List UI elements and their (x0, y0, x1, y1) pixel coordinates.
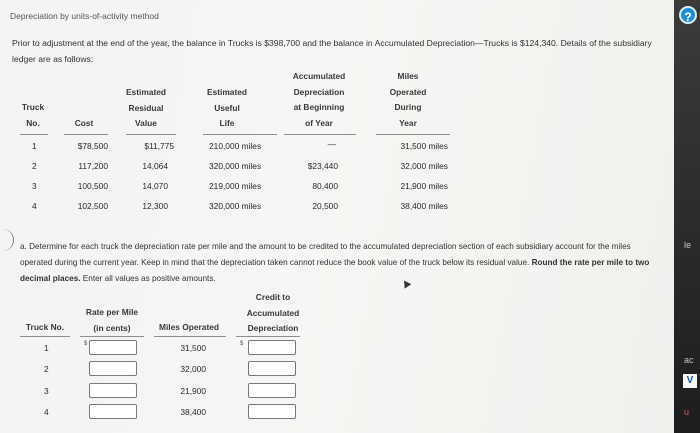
rate-input-truck-3[interactable] (89, 383, 137, 398)
header-cost: Cost (74, 118, 94, 128)
header-miles-operated: Miles Operated (158, 322, 220, 332)
content-page: Depreciation by units-of-activity method Prior to adjustment at the end of the year, the balance in Trucks is $398,700 and the balance in Accumulated Depreciation—Trucks is $124,340. Details of the subsidiary ledger are as follows: Truck No. Cost Estimated Residual Value Estimated Useful Life Accumulated Depreciation at Beginning of Year Miles Operated During Year 1 $78,500 $11,775 210,000 miles — 31,500 miles 2 117,200 14,064 320,000 miles $23,440 32,000 miles 3 100,500 14,070 219,000 miles 80,400 21,900 miles 4 102,500 12,300 320,000 miles 20,500 38,400 miles a. Determine for each truck the depreciation rate per mile and the amount to be credited to the accumulated depreciation section of each subsidiary account for the miles operated during the current year. Keep in mind that the depreciation taken cannot reduce the book value of the truck below its residual value. Round the rate per mile to two decimal places. Enter all values as positive amounts. Credit to Accumulated Depreciation Rate per Mile (in cents) Truck No. Miles Operated $ $ 1 31,500 2 32,000 3 21,900 4 38,400 (0, 0, 674, 433)
credit-input-truck-4[interactable] (248, 404, 296, 419)
rate-input-truck-1[interactable] (89, 340, 137, 355)
header-residual: Estimated Residual Value (125, 87, 167, 128)
credit-input-truck-3[interactable] (248, 383, 296, 398)
intro-text: Prior to adjustment at the end of the year, the balance in Trucks is $398,700 and the balance in Accumulated Depreciation—Trucks is $124,340. Details of the subsidiary ledger are as follows: (12, 38, 652, 64)
sidebar-fragment: ac (684, 355, 694, 365)
header-credit: Credit to Accumulated Depreciation (246, 292, 300, 333)
sidebar-fragment-button[interactable]: V (683, 374, 697, 388)
header-truck-no: Truck No. (25, 322, 65, 332)
question-a-text: a. Determine for each truck the depreciation rate per mile and the amount to be credited to the accumulated depreciation section of each subsidiary account for the miles operated during the current year. Keep in mind that the depreciation taken cannot reduce the book value of the truck below its residual value. Round the rate per mile to two decimal places. Enter all values as positive amounts. (20, 242, 650, 283)
header-truck: Truck No. (21, 102, 45, 128)
question-marker (1, 229, 14, 251)
header-life: Estimated Useful Life (206, 87, 248, 128)
dollar-sign: $ (84, 341, 88, 347)
sidebar-fragment: u (684, 407, 690, 417)
header-miles: Miles Operated During Year (389, 71, 427, 128)
rate-input-truck-2[interactable] (89, 361, 137, 376)
credit-input-truck-1[interactable] (248, 340, 296, 355)
header-accumulated: Accumulated Depreciation at Beginning of Year (292, 71, 346, 128)
header-rate: Rate per Mile (in cents) (85, 307, 139, 333)
page-title: Depreciation by units-of-activity method (10, 11, 159, 21)
dollar-sign: $ (240, 341, 244, 347)
sidebar-fragment: le (684, 240, 692, 250)
rate-input-truck-4[interactable] (89, 404, 137, 419)
right-sidebar (674, 0, 700, 433)
help-button[interactable]: ? (679, 6, 697, 24)
credit-input-truck-2[interactable] (248, 361, 296, 376)
